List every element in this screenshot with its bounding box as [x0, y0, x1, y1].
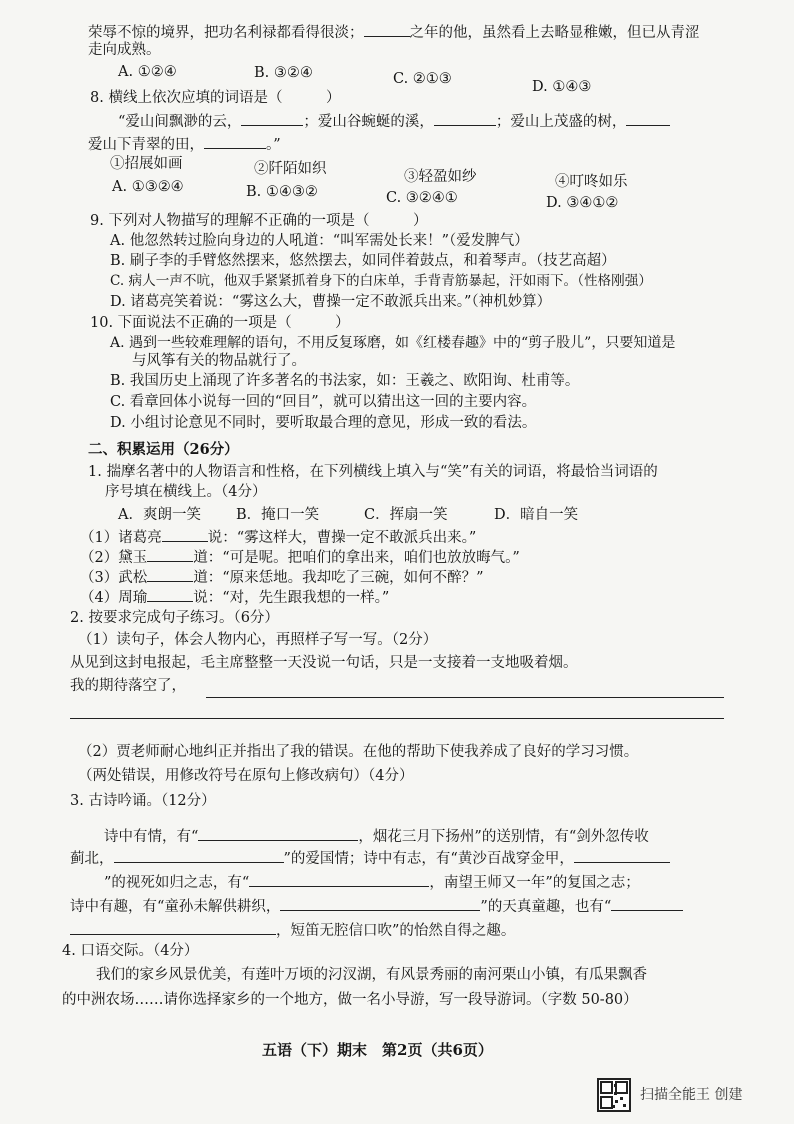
- q10-option-b[interactable]: B. 我国历史上涌现了许多著名的书法家，如：王羲之、欧阳询、杜甫等。: [110, 373, 580, 389]
- s3-blank-3[interactable]: [574, 848, 670, 863]
- q8-blank-2[interactable]: [434, 111, 496, 126]
- q8-option-b[interactable]: B. ①④③②: [246, 184, 318, 200]
- s2-stem: 2. 按要求完成句子练习。（6分）: [70, 610, 279, 626]
- q9-option-c[interactable]: C. 病人一声不吭，他双手紧紧抓着身下的白床单，手背青筋暴起，汗如雨下。（性格刚强）: [110, 273, 652, 289]
- q9-stem: 9. 下列对人物描写的理解不正确的一项是（ ）: [90, 213, 428, 229]
- s3-blank-2[interactable]: [114, 848, 284, 863]
- s1-item-3: （3）武松 道：“原来恁地。我却吃了三碗，如何不醉？”: [80, 567, 484, 587]
- q8-blank-4[interactable]: [204, 134, 266, 149]
- s2-answer-line-2[interactable]: [70, 718, 724, 719]
- section-2-title: 二、积累运用（26分）: [88, 441, 239, 458]
- q10-option-a-line1[interactable]: A. 遇到一些较难理解的语句，不用反复琢磨，如《红楼春趣》中的“剪子股儿”，只要知道是: [110, 335, 676, 351]
- s1-option-c[interactable]: C．挥扇一笑: [364, 507, 448, 523]
- s2-answer-line-1[interactable]: [206, 697, 724, 698]
- s3-blank-6[interactable]: [611, 896, 683, 911]
- q8-line2: 爱山下青翠的田， 。”: [88, 134, 281, 154]
- s2-part2[interactable]: （2）贾老师耐心地纠正并指出了我的错误。在他的帮助下使我养成了良好的学习习惯。: [78, 744, 639, 760]
- s1-blank-2[interactable]: [147, 547, 193, 562]
- s2-part1: （1）读句子，体会人物内心，再照样子写一写。（2分）: [78, 632, 438, 648]
- s1-item-4: （4）周瑜 说：“对，先生跟我想的一样。”: [80, 587, 389, 607]
- q8-word-2: ②阡陌如织: [254, 161, 327, 177]
- q8-blank-3[interactable]: [626, 111, 670, 126]
- q8-word-1: ①招展如画: [110, 156, 183, 172]
- q8-stem: 8. 横线上依次应填的词语是（ ）: [90, 90, 341, 106]
- s3-line5: ，短笛无腔信口吹”的怡然自得之趣。: [70, 920, 515, 940]
- q8-blank-1[interactable]: [241, 111, 303, 126]
- s3-line2: 蓟北， ”的爱国情；诗中有志，有“黄沙百战穿金甲，: [70, 848, 670, 868]
- qr-code-icon: [597, 1078, 631, 1112]
- q7-blank[interactable]: [364, 22, 410, 37]
- s1-stem-line2: 序号填在横线上。（4分）: [105, 484, 267, 500]
- s4-line2: 的中洲农场……请你选择家乡的一个地方，做一名小导游，写一段导游词。（字数 50-80）: [62, 992, 638, 1008]
- s3-blank-7[interactable]: [70, 920, 276, 935]
- s1-blank-3[interactable]: [147, 567, 193, 582]
- s2-prompt: 我的期待落空了，: [70, 678, 186, 694]
- q10-option-d[interactable]: D. 小组讨论意见不同时，要听取最合理的意见，形成一致的看法。: [110, 415, 537, 431]
- s4-line1: 我们的家乡风景优美，有莲叶万顷的汈汊湖，有风景秀丽的南河栗山小镇，有瓜果飘香: [96, 967, 647, 983]
- s1-item-2: （2）黛玉 道：“可是呢。把咱们的拿出来，咱们也放放晦气。”: [80, 547, 520, 567]
- s2-example: 从见到这封电报起，毛主席整整一天没说一句话，只是一支接着一支地吸着烟。: [70, 655, 578, 671]
- s3-blank-4[interactable]: [249, 872, 429, 887]
- page-footer: 五语（下）期末 第2页（共6页）: [262, 1041, 493, 1059]
- q7-option-d[interactable]: D. ①④③: [532, 79, 592, 95]
- q9-option-b[interactable]: B. 刷子李的手臂悠然摆来，悠然摆去，如同伴着鼓点，和着琴声。（技艺高超）: [110, 253, 616, 269]
- q8-word-4: ④叮咚如乐: [555, 174, 628, 190]
- q7-option-b[interactable]: B. ③②④: [254, 65, 313, 81]
- s1-option-a[interactable]: A．爽朗一笑: [118, 507, 201, 523]
- q7-line2: 走向成熟。: [88, 42, 161, 58]
- q10-option-a-line2: 与风筝有关的物品就行了。: [132, 353, 306, 369]
- q7-option-a[interactable]: A. ①②④: [118, 64, 177, 80]
- s1-option-b[interactable]: B．掩口一笑: [236, 507, 320, 523]
- s3-blank-5[interactable]: [280, 896, 480, 911]
- s1-blank-1[interactable]: [162, 527, 208, 542]
- q7-option-c[interactable]: C. ②①③: [393, 71, 452, 87]
- q10-option-c[interactable]: C. 看章回体小说每一回的“回目”，就可以猜出这一回的主要内容。: [110, 394, 537, 410]
- s3-line4: 诗中有趣，有“童孙未解供耕织， ”的天真童趣，也有“: [70, 896, 683, 916]
- watermark-text: 扫描全能王 创建: [640, 1087, 743, 1103]
- q7-line1: 荣辱不惊的境界，把功名利禄都看得很淡； 之年的他，虽然看上去略显稚嫩，但已从青涩: [88, 22, 700, 42]
- s3-stem: 3. 古诗吟诵。（12分）: [70, 793, 216, 809]
- s4-stem: 4. 口语交际。（4分）: [62, 943, 199, 959]
- s1-blank-4[interactable]: [147, 587, 193, 602]
- s3-line3: ”的视死如归之志，有“ ，南望王师又一年”的复国之志；: [104, 872, 640, 892]
- s1-stem-line1: 1. 揣摩名著中的人物语言和性格，在下列横线上填入与“笑”有关的词语，将最恰当词语的: [88, 464, 658, 480]
- s2-part2-note: （两处错误，用修改符号在原句上修改病句）（4分）: [78, 768, 414, 784]
- q9-option-d[interactable]: D. 诸葛亮笑着说：“雾这么大，曹操一定不敢派兵出来。”（神机妙算）: [110, 294, 552, 310]
- q9-option-a[interactable]: A. 他忽然转过脸向身边的人吼道：“叫军需处长来！”（爱发脾气）: [110, 233, 529, 249]
- s3-line1: 诗中有情，有“ ，烟花三月下扬州”的送别情，有“剑外忽传收: [104, 826, 649, 846]
- q8-word-3: ③轻盈如纱: [404, 169, 477, 185]
- q8-line1: “爱山间飘渺的云， ；爱山谷蜿蜒的溪， ；爱山上茂盛的树，: [118, 111, 670, 131]
- q8-option-d[interactable]: D. ③④①②: [546, 195, 619, 211]
- q8-option-c[interactable]: C. ③②④①: [386, 190, 458, 206]
- q10-stem: 10. 下面说法不正确的一项是（ ）: [90, 315, 350, 331]
- s1-option-d[interactable]: D．暗自一笑: [494, 507, 579, 523]
- q8-option-a[interactable]: A. ①③②④: [112, 179, 184, 195]
- s3-blank-1[interactable]: [198, 826, 358, 841]
- s1-item-1: （1）诸葛亮 说：“雾这样大，曹操一定不敢派兵出来。”: [80, 527, 476, 547]
